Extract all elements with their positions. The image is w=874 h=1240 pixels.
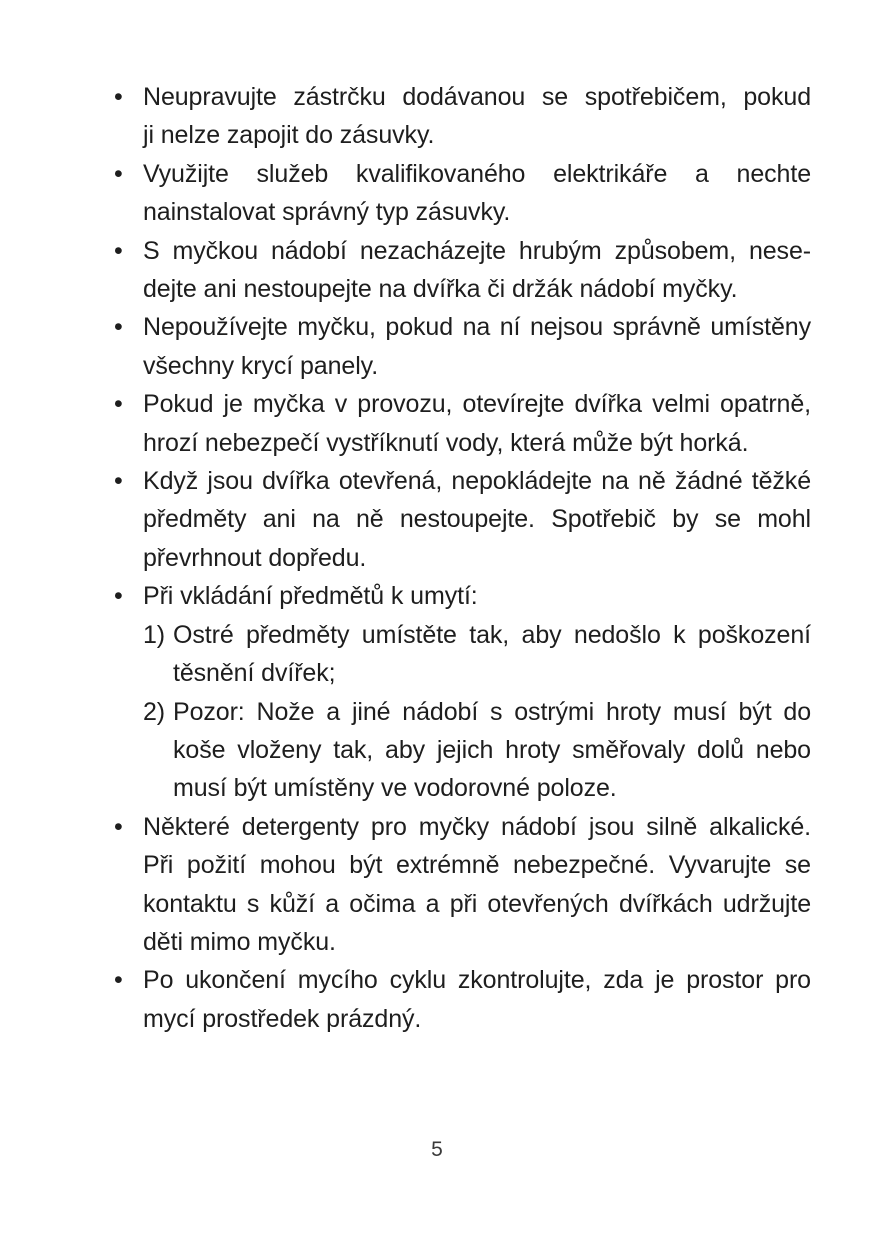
list-item-text — [143, 577, 811, 807]
text-line: Nepoužívejte myčku, pokud na ní nejsou správně umístěny — [143, 313, 811, 342]
bullet-marker-icon: • — [114, 812, 123, 841]
list-item-text — [143, 961, 811, 1038]
list-item — [114, 232, 811, 309]
bullet-marker-icon: • — [114, 582, 123, 611]
text-line: kontaktu s kůží a očima a při otevřených dvířkách udržujte — [143, 889, 811, 918]
text-line: Některé detergenty pro myčky nádobí jsou silně alkalické. — [143, 812, 811, 841]
text-line: děti mimo myčku. — [143, 927, 336, 956]
text-line: nainstalovat správný typ zásuvky. — [143, 198, 511, 227]
text-line: mycí prostředek prázdný. — [143, 1004, 422, 1033]
list-item-text — [143, 808, 811, 962]
list-item-text — [143, 78, 811, 155]
text-line: těsnění dvířek; — [173, 659, 336, 688]
bullet-marker-icon: • — [114, 236, 123, 265]
text-line: Pozor: Nože a jiné nádobí s ostrými hroty musí být do — [173, 697, 811, 726]
numbered-sub-item — [143, 616, 811, 693]
list-item — [114, 78, 811, 155]
list-item — [114, 155, 811, 232]
sub-item-text — [173, 616, 811, 693]
text-line: Pokud je myčka v provozu, otevírejte dvířka velmi opatrně, — [143, 390, 811, 419]
text-line: koše vloženy tak, aby jejich hroty směřovaly dolů nebo — [173, 735, 811, 764]
list-item-text — [143, 308, 811, 385]
text-line: hrozí nebezpečí vystříknutí vody, která může být horká. — [143, 428, 749, 457]
sub-item-number: 2) — [143, 697, 166, 726]
text-line: převrhnout dopředu. — [143, 543, 367, 572]
sub-item-number: 1) — [143, 620, 166, 649]
text-line: S myčkou nádobí nezacházejte hrubým způsobem, nese- — [143, 236, 811, 265]
list-item — [114, 961, 811, 1038]
bullet-marker-icon: • — [114, 313, 123, 342]
list-item — [114, 385, 811, 462]
sub-item-text — [173, 693, 811, 808]
numbered-sub-item — [143, 693, 811, 808]
bullet-marker-icon: • — [114, 966, 123, 995]
bullet-marker-icon: • — [114, 159, 123, 188]
bullet-marker-icon: • — [114, 83, 123, 111]
text-line: Při požití mohou být extrémně nebezpečné. Vyvarujte se — [143, 851, 811, 880]
list-item — [114, 577, 811, 807]
page-number: 5 — [431, 1138, 443, 1161]
list-item-text — [143, 155, 811, 232]
text-line: Využijte služeb kvalifikovaného elektrikáře a nechte — [143, 159, 811, 188]
list-item — [114, 308, 811, 385]
list-item — [114, 462, 811, 577]
text-line: musí být umístěny ve vodorovné poloze. — [173, 774, 617, 803]
text-line: Ostré předměty umístěte tak, aby nedošlo k poškození — [173, 620, 811, 649]
list-item-text — [143, 232, 811, 309]
bullet-marker-icon: • — [114, 467, 123, 496]
list-item-text — [143, 462, 811, 577]
text-line: všechny krycí panely. — [143, 351, 379, 380]
text-line: předměty ani na ně nestoupejte. Spotřebič by se mohl — [143, 505, 811, 534]
list-item — [114, 808, 811, 962]
text-line: dejte ani nestoupejte na dvířka či držák nádobí myčky. — [143, 275, 738, 304]
text-line: ji nelze zapojit do zásuvky. — [143, 121, 435, 150]
bullet-list — [114, 78, 811, 1038]
text-line: Po ukončení mycího cyklu zkontrolujte, zda je prostor pro — [143, 966, 811, 995]
bullet-marker-icon: • — [114, 390, 123, 419]
text-line: Neupravujte zástrčku dodávanou se spotřebičem, pokud — [143, 83, 811, 111]
text-line: Při vkládání předmětů k umytí: — [143, 582, 478, 611]
text-line: Když jsou dvířka otevřená, nepokládejte na ně žádné těžké — [143, 467, 811, 496]
list-item-text — [143, 385, 811, 462]
